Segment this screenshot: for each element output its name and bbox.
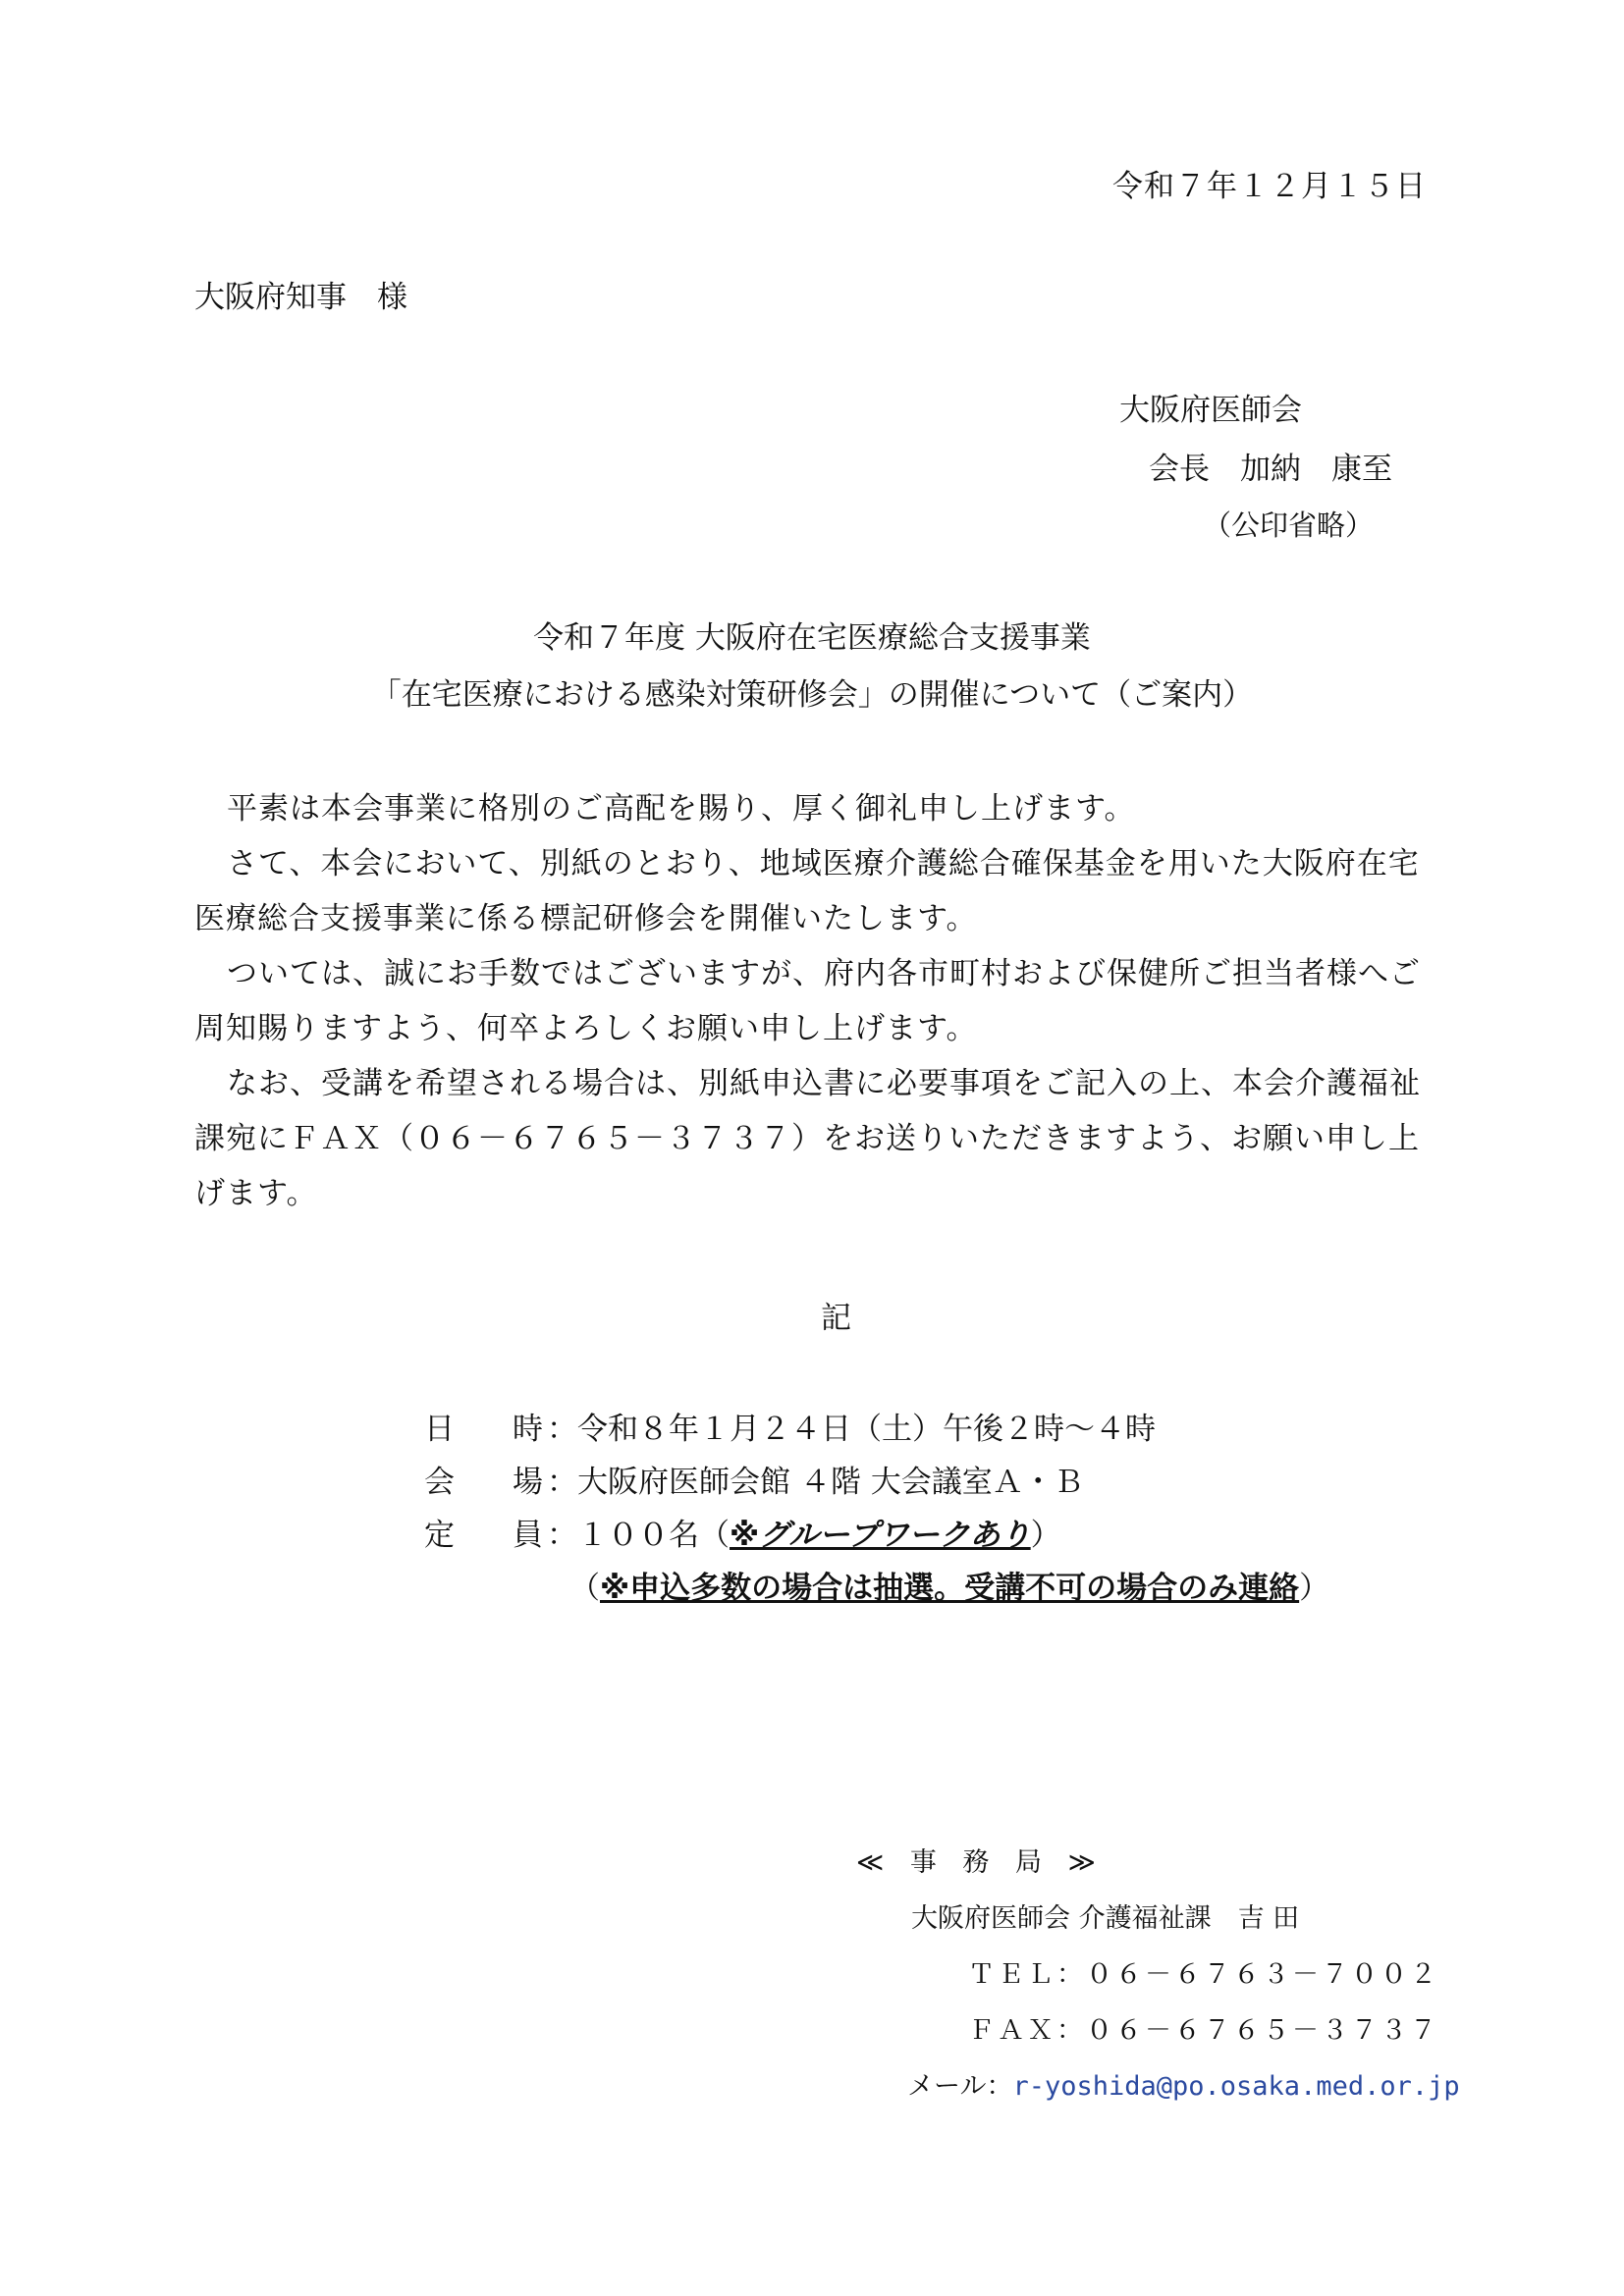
body-paragraph-3: ついては、誠にお手数ではございますが、府内各市町村および保健所ご担当者様へご周知賜りますよう、何卒よろしくお願い申し上げます。	[194, 956, 1421, 1046]
seal-note: （公印省略）	[1203, 508, 1375, 542]
detail-datetime	[424, 1404, 1156, 1455]
office-heading: ≪ 事 務 局 ≫	[856, 1847, 1105, 1878]
subject-line-2: 「在宅医療における感染対策研修会」の開催について（ご案内）	[370, 677, 1254, 713]
datetime-value: ：令和８年１月２４日（土）午後２時～４時	[547, 1412, 1156, 1447]
datetime-label: 日 時	[424, 1412, 557, 1447]
detail-lottery	[569, 1563, 1329, 1614]
detail-capacity	[424, 1510, 1061, 1561]
body-paragraph-2: さて、本会において、別紙のとおり、地域医療介護総合確保基金を用いた大阪府在宅医療総合支援事業に係る標記研修会を開催いたします。	[194, 846, 1420, 936]
mail-address[interactable]: r-yoshida@po.osaka.med.or.jp	[1012, 2071, 1460, 2102]
capacity-label: 定 員	[424, 1518, 557, 1553]
detail-venue	[424, 1457, 1084, 1508]
body-text	[194, 781, 1422, 1221]
lottery-open: （	[569, 1571, 600, 1606]
sender-title-name: 会長 加納 康至	[1149, 452, 1392, 487]
sender-org: 大阪府医師会	[1119, 393, 1302, 428]
capacity-note: ※グループワークあり	[730, 1518, 1031, 1553]
venue-label: 会 場	[424, 1465, 557, 1500]
lottery-note: ※申込多数の場合は抽選。受講不可の場合のみ連絡	[600, 1571, 1300, 1606]
capacity-value: ：１００名（	[547, 1518, 730, 1553]
capacity-close: ）	[1030, 1518, 1061, 1553]
office-fax: ＦＡＸ：０６－６７６５－３７３７	[968, 2015, 1439, 2046]
mail-label: メール：	[907, 2071, 1013, 2102]
lottery-close: ）	[1299, 1571, 1330, 1606]
office-dept: 大阪府医師会 介護福祉課 吉 田	[911, 1903, 1300, 1934]
subject-line-1: 令和７年度 大阪府在宅医療総合支援事業	[533, 620, 1091, 656]
office-tel: ＴＥＬ：０６－６７６３－７００２	[968, 1959, 1439, 1990]
document-date: 令和７年１２月１５日	[1112, 169, 1427, 204]
venue-value: ：大阪府医師会館 ４階 大会議室Ａ・Ｂ	[547, 1465, 1084, 1500]
recipient: 大阪府知事 様	[194, 280, 407, 315]
body-paragraph-1: 平素は本会事業に格別のご高配を賜り、厚く御礼申し上げます。	[227, 791, 1136, 827]
office-mail-row	[907, 2069, 1460, 2105]
body-paragraph-4: なお、受講を希望される場合は、別紙申込書に必要事項をご記入の上、本会介護福祉課宛にＦＡＸ（０６－６７６５－３７３７）をお送りいただきますよう、お願い申し上げます。	[194, 1066, 1421, 1211]
ki-heading: 記	[821, 1301, 851, 1336]
